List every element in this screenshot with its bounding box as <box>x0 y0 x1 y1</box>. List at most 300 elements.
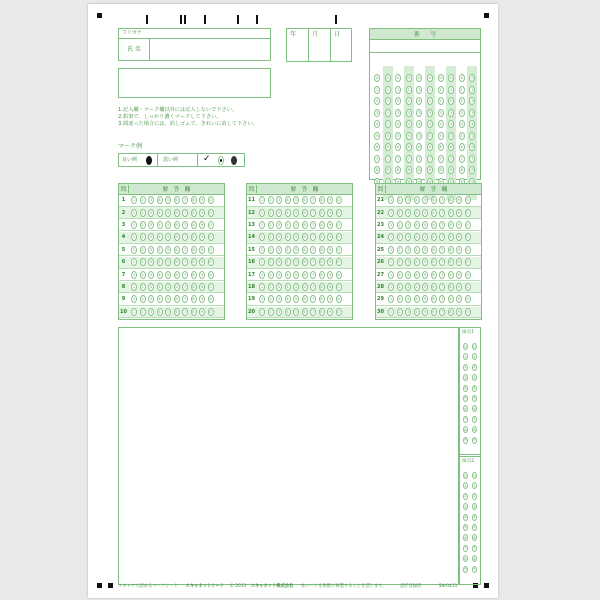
answer-bubble[interactable]: 0 <box>466 309 469 314</box>
id-digit-bubble[interactable]: 6 <box>439 145 442 149</box>
answer-bubble[interactable]: 7 <box>183 223 187 228</box>
id-digit-bubble[interactable]: 7 <box>375 156 379 161</box>
id-digit-bubble[interactable]: 8 <box>471 168 474 172</box>
id-digit-bubble[interactable]: 6 <box>386 145 389 149</box>
answer-bubble[interactable]: 4 <box>158 235 161 240</box>
answer-bubble[interactable]: 3 <box>406 297 410 302</box>
score-bubble[interactable]: 7 <box>464 417 467 422</box>
answer-bubble[interactable]: 0 <box>209 285 212 290</box>
answer-bubble[interactable]: 4 <box>158 247 161 252</box>
answer-bubble[interactable]: 1 <box>260 309 264 314</box>
id-digit-bubble[interactable]: 5 <box>471 133 474 138</box>
answer-bubble[interactable]: 8 <box>449 247 452 252</box>
answer-bubble[interactable]: 6 <box>303 285 306 290</box>
answer-bubble[interactable]: 0 <box>209 297 212 302</box>
answer-bubble[interactable]: 8 <box>320 210 323 215</box>
answer-bubble[interactable]: 2 <box>398 247 401 252</box>
answer-bubble[interactable]: 9 <box>200 235 204 240</box>
answer-bubble[interactable]: 5 <box>166 285 170 290</box>
answer-bubble[interactable]: 5 <box>166 297 170 302</box>
answer-bubble[interactable]: 5 <box>166 223 170 228</box>
score-bubble[interactable]: 9 <box>464 438 467 443</box>
answer-bubble[interactable]: 9 <box>457 247 461 252</box>
answer-bubble[interactable]: 2 <box>398 235 401 240</box>
id-digit-bubble[interactable]: 4 <box>450 122 453 126</box>
score-bubble[interactable]: 0 <box>464 473 467 478</box>
score-bubble[interactable]: 5 <box>464 525 467 530</box>
answer-bubble[interactable]: 7 <box>440 260 444 265</box>
answer-bubble[interactable]: 5 <box>294 272 298 277</box>
answer-bubble[interactable]: 8 <box>192 235 195 240</box>
answer-bubble[interactable]: 9 <box>328 285 332 290</box>
answer-bubble[interactable]: 9 <box>200 223 204 228</box>
answer-bubble[interactable]: 7 <box>440 297 444 302</box>
id-digit-bubble[interactable]: 4 <box>418 122 421 126</box>
id-digit-bubble[interactable]: 4 <box>471 122 474 126</box>
id-digit-bubble[interactable]: 9 <box>450 179 453 184</box>
answer-bubble[interactable]: 6 <box>175 210 178 215</box>
id-digit-bubble[interactable]: 3 <box>439 110 442 115</box>
id-digit-bubble[interactable]: 5 <box>460 133 463 138</box>
id-digit-bubble[interactable]: 2 <box>450 99 453 103</box>
answer-bubble[interactable]: 2 <box>269 285 272 290</box>
answer-bubble[interactable]: 1 <box>260 260 264 265</box>
id-digit-bubble[interactable]: 0 <box>439 76 442 80</box>
id-digit-bubble[interactable]: 5 <box>439 133 442 138</box>
answer-bubble[interactable]: 7 <box>183 285 187 290</box>
id-digit-bubble[interactable]: 0 <box>407 76 410 80</box>
answer-bubble[interactable]: 6 <box>175 297 178 302</box>
answer-bubble[interactable]: 4 <box>286 260 289 265</box>
id-digit-bubble[interactable]: 4 <box>386 122 389 126</box>
answer-bubble[interactable]: 7 <box>311 309 315 314</box>
answer-bubble[interactable]: 9 <box>328 210 332 215</box>
id-digit-bubble[interactable]: 8 <box>439 168 442 172</box>
answer-bubble[interactable]: 6 <box>175 272 178 277</box>
answer-bubble[interactable]: 7 <box>183 309 187 314</box>
answer-bubble[interactable]: 4 <box>415 198 418 203</box>
id-digit-bubble[interactable]: 1 <box>460 87 463 92</box>
answer-bubble[interactable]: 2 <box>141 247 144 252</box>
score-bubble[interactable]: 3 <box>464 504 467 509</box>
id-digit-bubble[interactable]: 4 <box>460 122 463 126</box>
answer-bubble[interactable]: 4 <box>158 260 161 265</box>
answer-bubble[interactable]: 7 <box>440 223 444 228</box>
answer-bubble[interactable]: 2 <box>269 247 272 252</box>
answer-bubble[interactable]: 5 <box>294 235 298 240</box>
answer-bubble[interactable]: 4 <box>158 210 161 215</box>
score-bubble[interactable]: 4 <box>473 386 476 391</box>
answer-bubble[interactable]: 2 <box>398 285 401 290</box>
answer-bubble[interactable]: 8 <box>192 260 195 265</box>
id-digit-bubble[interactable]: 0 <box>418 76 421 80</box>
answer-bubble[interactable]: 7 <box>183 247 187 252</box>
answer-bubble[interactable]: 7 <box>311 235 315 240</box>
answer-bubble[interactable]: 7 <box>440 272 444 277</box>
score-bubble[interactable]: 8 <box>464 556 467 561</box>
answer-bubble[interactable]: 1 <box>260 247 264 252</box>
id-digit-bubble[interactable]: 4 <box>375 122 379 126</box>
answer-bubble[interactable]: 1 <box>132 272 136 277</box>
id-digit-bubble[interactable]: 9 <box>471 179 474 184</box>
id-digit-bubble[interactable]: 1 <box>439 87 442 92</box>
answer-bubble[interactable]: 8 <box>449 235 452 240</box>
id-digit-bubble[interactable]: 0 <box>386 76 389 80</box>
answer-bubble[interactable]: 5 <box>423 198 427 203</box>
score-bubble[interactable]: 2 <box>473 494 476 499</box>
answer-bubble[interactable]: 0 <box>466 223 469 228</box>
answer-bubble[interactable]: 2 <box>398 272 401 277</box>
id-digit-bubble[interactable]: 8 <box>428 168 432 172</box>
answer-bubble[interactable]: 1 <box>260 223 264 228</box>
answer-bubble[interactable]: 9 <box>200 309 204 314</box>
answer-bubble[interactable]: 4 <box>415 285 418 290</box>
answer-bubble[interactable]: 8 <box>320 235 323 240</box>
free-answer-area[interactable] <box>118 327 459 585</box>
answer-bubble[interactable]: 1 <box>132 260 136 265</box>
id-digit-bubble[interactable]: 8 <box>386 168 389 172</box>
score-bubble[interactable]: 7 <box>473 417 476 422</box>
answer-bubble[interactable]: 8 <box>449 272 452 277</box>
answer-bubble[interactable]: 6 <box>432 285 435 290</box>
answer-bubble[interactable]: 2 <box>269 223 272 228</box>
answer-bubble[interactable]: 9 <box>457 260 461 265</box>
answer-bubble[interactable]: 9 <box>200 297 204 302</box>
id-digit-bubble[interactable]: 2 <box>428 99 432 103</box>
answer-bubble[interactable]: 3 <box>406 260 410 265</box>
answer-bubble[interactable]: 0 <box>337 297 340 302</box>
answer-bubble[interactable]: 6 <box>175 223 178 228</box>
answer-bubble[interactable]: 2 <box>269 210 272 215</box>
score-bubble[interactable]: 4 <box>464 386 467 391</box>
answer-bubble[interactable]: 3 <box>149 223 153 228</box>
answer-bubble[interactable]: 1 <box>132 235 136 240</box>
answer-bubble[interactable]: 6 <box>303 247 306 252</box>
answer-bubble[interactable]: 6 <box>432 223 435 228</box>
answer-bubble[interactable]: 8 <box>320 247 323 252</box>
id-digit-bubble[interactable]: 1 <box>397 87 400 92</box>
score-bubble[interactable]: 6 <box>464 535 467 540</box>
answer-bubble[interactable]: 5 <box>294 210 298 215</box>
id-digit-bubble[interactable]: 2 <box>375 99 379 103</box>
score-bubble[interactable]: 8 <box>464 427 467 432</box>
answer-bubble[interactable]: 9 <box>328 223 332 228</box>
answer-bubble[interactable]: 9 <box>328 247 332 252</box>
answer-bubble[interactable]: 6 <box>175 235 178 240</box>
answer-bubble[interactable]: 9 <box>200 210 204 215</box>
answer-bubble[interactable]: 1 <box>260 235 264 240</box>
answer-bubble[interactable]: 1 <box>132 297 136 302</box>
id-digit-bubble[interactable]: 7 <box>460 156 463 161</box>
id-digit-bubble[interactable]: 4 <box>407 122 410 126</box>
score-bubble[interactable]: 4 <box>464 515 467 520</box>
id-digit-bubble[interactable]: 5 <box>428 133 432 138</box>
id-digit-bubble[interactable]: 6 <box>397 145 400 149</box>
answer-bubble[interactable]: 7 <box>440 198 444 203</box>
free-entry-box[interactable] <box>118 68 271 98</box>
id-digit-bubble[interactable]: 8 <box>460 168 463 172</box>
answer-bubble[interactable]: 9 <box>200 247 204 252</box>
id-digit-bubble[interactable]: 4 <box>397 122 400 126</box>
answer-bubble[interactable]: 7 <box>183 260 187 265</box>
id-digit-bubble[interactable]: 3 <box>397 110 400 115</box>
answer-bubble[interactable]: 1 <box>132 247 136 252</box>
answer-bubble[interactable]: 5 <box>423 235 427 240</box>
id-digit-bubble[interactable]: 9 <box>397 179 400 184</box>
answer-bubble[interactable]: 5 <box>166 235 170 240</box>
id-digit-bubble[interactable]: 1 <box>375 87 379 92</box>
score-bubble[interactable]: 4 <box>473 515 476 520</box>
answer-bubble[interactable]: 0 <box>337 247 340 252</box>
answer-bubble[interactable]: 5 <box>423 210 427 215</box>
answer-bubble[interactable]: 6 <box>303 297 306 302</box>
answer-bubble[interactable]: 0 <box>337 260 340 265</box>
answer-bubble[interactable]: 6 <box>432 247 435 252</box>
answer-bubble[interactable]: 1 <box>389 223 393 228</box>
id-digit-bubble[interactable]: 8 <box>407 168 410 172</box>
id-digit-bubble[interactable]: 4 <box>428 122 432 126</box>
id-digit-bubble[interactable]: 6 <box>418 145 421 149</box>
id-digit-bubble[interactable]: 9 <box>407 179 410 184</box>
answer-bubble[interactable]: 6 <box>303 260 306 265</box>
answer-bubble[interactable]: 9 <box>328 272 332 277</box>
answer-bubble[interactable]: 2 <box>269 235 272 240</box>
answer-bubble[interactable]: 0 <box>337 309 340 314</box>
answer-bubble[interactable]: 7 <box>311 297 315 302</box>
answer-bubble[interactable]: 3 <box>406 309 410 314</box>
score-bubble[interactable]: 3 <box>473 375 476 380</box>
answer-bubble[interactable]: 5 <box>166 260 170 265</box>
id-digit-bubble[interactable]: 7 <box>439 156 442 161</box>
id-digit-bubble[interactable]: 3 <box>418 110 421 115</box>
id-digit-bubble[interactable]: 5 <box>386 133 389 138</box>
score-bubble[interactable]: 2 <box>464 494 467 499</box>
answer-bubble[interactable]: 0 <box>466 198 469 203</box>
answer-bubble[interactable]: 3 <box>277 272 281 277</box>
id-digit-bubble[interactable]: 2 <box>397 99 400 103</box>
score-bubble[interactable]: 0 <box>464 344 467 349</box>
answer-bubble[interactable]: 5 <box>166 198 170 203</box>
answer-bubble[interactable]: 8 <box>192 309 195 314</box>
id-digit-bubble[interactable]: 0 <box>397 76 400 80</box>
answer-bubble[interactable]: 6 <box>303 223 306 228</box>
score-bubble[interactable]: 7 <box>473 546 476 551</box>
answer-bubble[interactable]: 0 <box>466 210 469 215</box>
answer-bubble[interactable]: 9 <box>328 297 332 302</box>
answer-bubble[interactable]: 6 <box>175 198 178 203</box>
id-digit-bubble[interactable]: 9 <box>439 179 442 184</box>
answer-bubble[interactable]: 9 <box>457 210 461 215</box>
id-digit-bubble[interactable]: 9 <box>428 179 432 184</box>
answer-bubble[interactable]: 4 <box>158 309 161 314</box>
id-digit-bubble[interactable]: 7 <box>450 156 453 161</box>
answer-bubble[interactable]: 5 <box>423 260 427 265</box>
answer-bubble[interactable]: 7 <box>183 272 187 277</box>
answer-bubble[interactable]: 0 <box>466 272 469 277</box>
answer-bubble[interactable]: 2 <box>141 260 144 265</box>
answer-bubble[interactable]: 4 <box>286 285 289 290</box>
answer-bubble[interactable]: 9 <box>200 198 204 203</box>
answer-bubble[interactable]: 1 <box>260 210 264 215</box>
answer-bubble[interactable]: 7 <box>311 285 315 290</box>
answer-bubble[interactable]: 8 <box>449 297 452 302</box>
answer-bubble[interactable]: 3 <box>277 235 281 240</box>
answer-bubble[interactable]: 9 <box>457 198 461 203</box>
id-digit-bubble[interactable]: 0 <box>471 76 474 80</box>
answer-bubble[interactable]: 9 <box>328 235 332 240</box>
score-bubble[interactable]: 6 <box>473 535 476 540</box>
answer-bubble[interactable]: 3 <box>149 235 153 240</box>
answer-bubble[interactable]: 4 <box>158 272 161 277</box>
id-digit-bubble[interactable]: 1 <box>471 87 474 92</box>
id-digit-bubble[interactable]: 2 <box>439 99 442 103</box>
answer-bubble[interactable]: 0 <box>337 223 340 228</box>
answer-bubble[interactable]: 6 <box>432 272 435 277</box>
answer-bubble[interactable]: 0 <box>209 235 212 240</box>
answer-bubble[interactable]: 5 <box>423 309 427 314</box>
answer-bubble[interactable]: 0 <box>209 260 212 265</box>
answer-bubble[interactable]: 5 <box>294 285 298 290</box>
score-bubble[interactable]: 6 <box>473 406 476 411</box>
answer-bubble[interactable]: 8 <box>192 247 195 252</box>
answer-bubble[interactable]: 6 <box>175 309 178 314</box>
answer-bubble[interactable]: 6 <box>175 285 178 290</box>
score-bubble[interactable]: 0 <box>473 473 476 478</box>
answer-bubble[interactable]: 2 <box>398 198 401 203</box>
answer-bubble[interactable]: 5 <box>294 309 298 314</box>
id-digit-bubble[interactable]: 3 <box>428 110 432 115</box>
answer-bubble[interactable]: 7 <box>311 198 315 203</box>
answer-bubble[interactable]: 8 <box>320 297 323 302</box>
answer-bubble[interactable]: 2 <box>398 309 401 314</box>
answer-bubble[interactable]: 8 <box>192 223 195 228</box>
id-digit-bubble[interactable]: 9 <box>375 179 379 184</box>
answer-bubble[interactable]: 5 <box>423 272 427 277</box>
id-digit-bubble[interactable]: 7 <box>397 156 400 161</box>
answer-bubble[interactable]: 3 <box>277 223 281 228</box>
answer-bubble[interactable]: 2 <box>398 210 401 215</box>
id-digit-bubble[interactable]: 4 <box>439 122 442 126</box>
answer-bubble[interactable]: 3 <box>406 210 410 215</box>
answer-bubble[interactable]: 7 <box>183 210 187 215</box>
id-digit-bubble[interactable]: 9 <box>418 179 421 184</box>
answer-bubble[interactable]: 1 <box>389 297 393 302</box>
answer-bubble[interactable]: 1 <box>260 198 264 203</box>
score-bubble[interactable]: 9 <box>464 567 467 572</box>
answer-bubble[interactable]: 0 <box>466 235 469 240</box>
answer-bubble[interactable]: 3 <box>406 235 410 240</box>
answer-bubble[interactable]: 1 <box>132 223 136 228</box>
answer-bubble[interactable]: 2 <box>141 198 144 203</box>
answer-bubble[interactable]: 3 <box>149 309 153 314</box>
answer-bubble[interactable]: 1 <box>389 272 393 277</box>
answer-bubble[interactable]: 3 <box>406 285 410 290</box>
answer-bubble[interactable]: 9 <box>328 309 332 314</box>
score-bubble[interactable]: 2 <box>473 365 476 370</box>
id-digit-bubble[interactable]: 2 <box>386 99 389 103</box>
answer-bubble[interactable]: 5 <box>423 285 427 290</box>
id-digit-bubble[interactable]: 5 <box>450 133 453 138</box>
answer-bubble[interactable]: 3 <box>277 247 281 252</box>
answer-bubble[interactable]: 4 <box>158 285 161 290</box>
id-digit-bubble[interactable]: 6 <box>407 145 410 149</box>
id-digit-bubble[interactable]: 1 <box>386 87 389 92</box>
answer-bubble[interactable]: 0 <box>209 247 212 252</box>
answer-bubble[interactable]: 0 <box>466 297 469 302</box>
id-digit-bubble[interactable]: 3 <box>460 110 463 115</box>
id-digit-bubble[interactable]: 6 <box>375 145 379 149</box>
id-digit-bubble[interactable]: 0 <box>428 76 432 80</box>
answer-bubble[interactable]: 9 <box>200 260 204 265</box>
answer-bubble[interactable]: 6 <box>303 235 306 240</box>
id-digit-bubble[interactable]: 8 <box>375 168 379 172</box>
answer-bubble[interactable]: 8 <box>320 223 323 228</box>
answer-bubble[interactable]: 3 <box>149 247 153 252</box>
answer-bubble[interactable]: 4 <box>415 297 418 302</box>
answer-bubble[interactable]: 2 <box>141 309 144 314</box>
answer-bubble[interactable]: 4 <box>415 235 418 240</box>
answer-bubble[interactable]: 8 <box>192 210 195 215</box>
answer-bubble[interactable]: 1 <box>389 309 393 314</box>
answer-bubble[interactable]: 8 <box>449 260 452 265</box>
answer-bubble[interactable]: 7 <box>183 198 187 203</box>
id-digit-bubble[interactable]: 3 <box>407 110 410 115</box>
answer-bubble[interactable]: 4 <box>415 210 418 215</box>
answer-bubble[interactable]: 1 <box>260 272 264 277</box>
answer-bubble[interactable]: 7 <box>311 260 315 265</box>
answer-bubble[interactable]: 5 <box>423 223 427 228</box>
answer-bubble[interactable]: 3 <box>149 272 153 277</box>
id-digit-bubble[interactable]: 7 <box>428 156 432 161</box>
answer-bubble[interactable]: 8 <box>320 272 323 277</box>
id-digit-bubble[interactable]: 8 <box>397 168 400 172</box>
answer-bubble[interactable]: 9 <box>457 223 461 228</box>
answer-bubble[interactable]: 2 <box>141 210 144 215</box>
answer-bubble[interactable]: 8 <box>449 285 452 290</box>
answer-bubble[interactable]: 4 <box>286 235 289 240</box>
answer-bubble[interactable]: 6 <box>175 260 178 265</box>
answer-bubble[interactable]: 5 <box>294 297 298 302</box>
answer-bubble[interactable]: 2 <box>269 272 272 277</box>
answer-bubble[interactable]: 7 <box>440 210 444 215</box>
id-digit-bubble[interactable]: 7 <box>418 156 421 161</box>
answer-bubble[interactable]: 8 <box>192 285 195 290</box>
answer-bubble[interactable]: 4 <box>286 210 289 215</box>
answer-bubble[interactable]: 1 <box>389 260 393 265</box>
answer-bubble[interactable]: 9 <box>457 309 461 314</box>
answer-bubble[interactable]: 1 <box>389 235 393 240</box>
id-digit-bubble[interactable]: 6 <box>471 145 474 149</box>
answer-bubble[interactable]: 7 <box>440 309 444 314</box>
answer-bubble[interactable]: 4 <box>158 223 161 228</box>
id-digit-bubble[interactable]: 3 <box>450 110 453 115</box>
answer-bubble[interactable]: 2 <box>269 260 272 265</box>
answer-bubble[interactable]: 1 <box>132 285 136 290</box>
answer-bubble[interactable]: 5 <box>166 272 170 277</box>
answer-bubble[interactable]: 8 <box>449 210 452 215</box>
answer-bubble[interactable]: 0 <box>466 260 469 265</box>
answer-bubble[interactable]: 0 <box>337 198 340 203</box>
score-bubble[interactable]: 7 <box>464 546 467 551</box>
id-digit-bubble[interactable]: 5 <box>418 133 421 138</box>
id-digit-bubble[interactable]: 0 <box>450 76 453 80</box>
answer-bubble[interactable]: 1 <box>132 210 136 215</box>
answer-bubble[interactable]: 4 <box>286 223 289 228</box>
score-bubble[interactable]: 1 <box>464 483 467 488</box>
id-digit-bubble[interactable]: 7 <box>407 156 410 161</box>
answer-bubble[interactable]: 9 <box>457 235 461 240</box>
id-digit-bubble[interactable]: 2 <box>471 99 474 103</box>
